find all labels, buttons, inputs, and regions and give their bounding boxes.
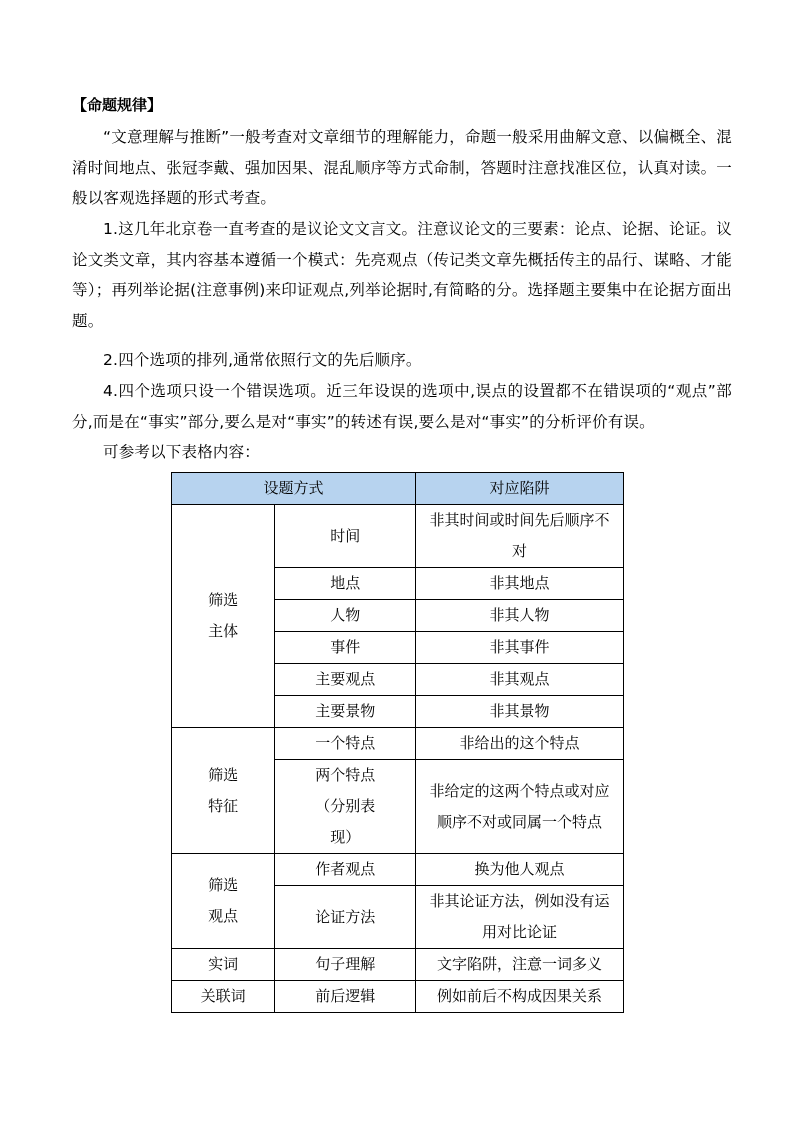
trap-cell: 非其观点 [416, 664, 624, 696]
table-row [172, 728, 624, 760]
group-cell-content-word: 实词 [172, 949, 275, 981]
item-cell [275, 760, 416, 854]
trap-cell: 非其景物 [416, 696, 624, 728]
item-cell: 论证方法 [275, 886, 416, 949]
paragraph-point-2: 2.四个选项的排列,通常依照行文的先后顺序。 [103, 351, 422, 369]
item-cell: 时间 [275, 505, 416, 568]
item-cell: 主要观点 [275, 664, 416, 696]
item-cell: 地点 [275, 568, 416, 600]
section-heading: 【命题规律】 [72, 96, 163, 114]
trap-cell: 非其人物 [416, 600, 624, 632]
paragraph-table-intro: 可参考以下表格内容： [103, 443, 261, 461]
header-trap: 对应陷阱 [416, 473, 624, 505]
trap-cell: 非其论证方法，例如没有运用对比论证 [416, 886, 624, 949]
group-label: 筛选观点 [208, 876, 239, 925]
trap-cell: 非其地点 [416, 568, 624, 600]
trap-cell: 例如前后不构成因果关系 [416, 981, 624, 1013]
trap-cell: 非给出的这个特点 [416, 728, 624, 760]
trap-cell: 非其时间或时间先后顺序不对 [416, 505, 624, 568]
item-label: 两个特点（分别表现） [315, 766, 376, 846]
trap-cell: 非给定的这两个特点或对应顺序不对或同属一个特点 [416, 760, 624, 854]
trap-cell: 文字陷阱，注意一词多义 [416, 949, 624, 981]
group-cell-feature [172, 728, 275, 854]
item-cell: 人物 [275, 600, 416, 632]
item-cell: 主要景物 [275, 696, 416, 728]
header-design-method: 设题方式 [172, 473, 416, 505]
group-label: 筛选主体 [208, 591, 239, 640]
group-cell-conjunction: 关联词 [172, 981, 275, 1013]
item-cell: 事件 [275, 632, 416, 664]
group-label: 筛选特征 [208, 765, 239, 815]
table-header-row [172, 473, 624, 505]
table-row [172, 981, 624, 1013]
item-cell: 句子理解 [275, 949, 416, 981]
item-cell: 作者观点 [275, 854, 416, 886]
table-row [172, 949, 624, 981]
table-row [172, 854, 624, 886]
trap-cell: 非其事件 [416, 632, 624, 664]
paragraph-point-1: 1.这几年北京卷一直考查的是议论文文言文。注意议论文的三要素：论点、论据、论证。议论文类文章，其内容基本遵循一个模式：先亮观点（传记类文章先概括传主的品行、谋略、才能等）；再列举论据(注意事例)来印证观点,列举论据时,有简略的分。选择题主要集中在论据方面出题。 [72, 220, 732, 330]
trap-cell: 换为他人观点 [416, 854, 624, 886]
paragraph-intro: “文意理解与推断”一般考查对文章细节的理解能力，命题一般采用曲解文意、以偏概全、混淆时间地点、张冠李戴、强加因果、混乱顺序等方式命制，答题时注意找准区位，认真对读。一般以客观选择题的形式考查。 [72, 128, 732, 207]
group-cell-subject [172, 505, 275, 728]
item-cell: 一个特点 [275, 728, 416, 760]
paragraph-point-4: 4.四个选项只设一个错误选项。近三年设误的选项中,误点的设置都不在错误项的“观点”部分,而是在“事实”部分,要么是对“事实”的转述有误,要么是对“事实”的分析评价有误。 [72, 382, 732, 431]
item-cell: 前后逻辑 [275, 981, 416, 1013]
question-design-table [171, 472, 624, 1013]
group-cell-viewpoint [172, 854, 275, 949]
